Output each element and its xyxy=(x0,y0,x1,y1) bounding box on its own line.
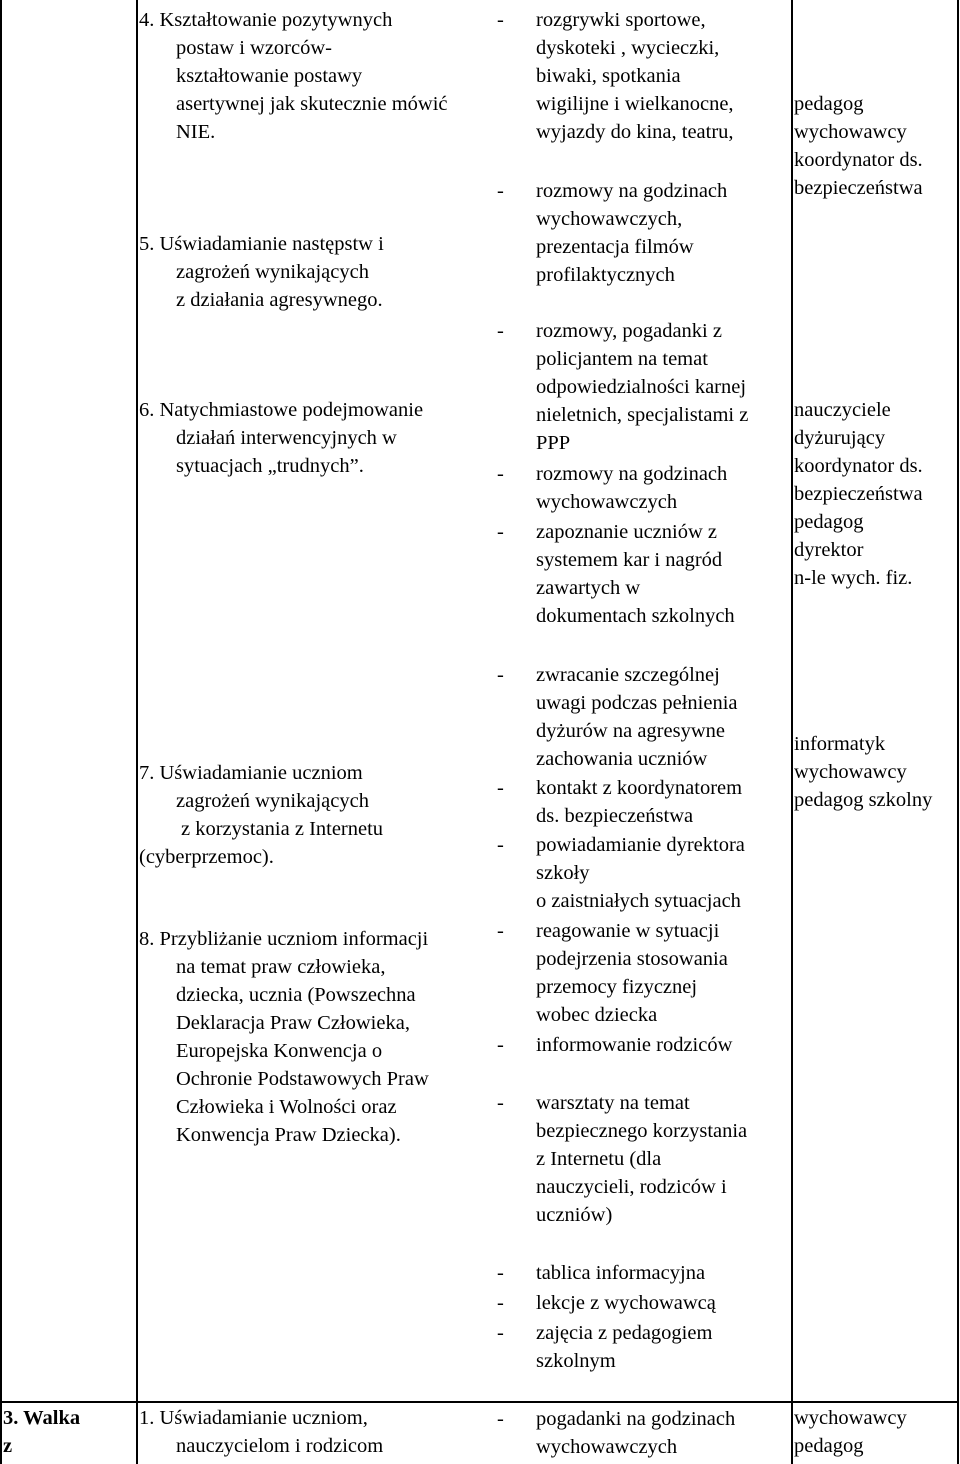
bullet-dash: - xyxy=(497,320,504,342)
bullet-dash: - xyxy=(497,521,504,543)
column-divider-1 xyxy=(136,0,138,1464)
activity-group: warsztaty na temat bezpiecznego korzystania z Internetu (dla nauczycieli, rodziców i uczniów) xyxy=(536,1092,748,1226)
responsible-list: pedagog wychowawcy koordynator ds. bezpieczeństwa xyxy=(794,93,923,199)
activity-group: zapoznanie uczniów z systemem kar i nagród zawartych w dokumentach szkolnych xyxy=(536,521,735,627)
objective-1: 1. Uświadamianie uczniom, nauczycielom i rodzicom xyxy=(139,1407,384,1457)
bullet-dash: - xyxy=(497,463,504,485)
objective-6: 6. Natychmiastowe podejmowanie działań interwencyjnych w sytuacjach „trudnych”. xyxy=(139,399,424,477)
activity-group: zajęcia z pedagogiem szkolnym xyxy=(536,1322,713,1372)
bullet-dash: - xyxy=(497,1262,504,1284)
bullet-dash: - xyxy=(497,920,504,942)
activity-group: tablica informacyjna xyxy=(536,1262,706,1284)
activity-group: kontakt z koordynatorem ds. bezpieczeństwa xyxy=(536,777,743,827)
bullet-dash: - xyxy=(497,777,504,799)
activity-group: rozmowy, pogadanki z policjantem na temat odpowiedzialności karnej nieletnich, specjalistami z PPP xyxy=(536,320,749,454)
responsible-list: wychowawcy pedagog xyxy=(794,1407,907,1457)
activity-group: zwracanie szczególnej uwagi podczas pełnienia dyżurów na agresywne zachowania uczniów xyxy=(536,664,738,770)
table-border-right xyxy=(957,0,959,1464)
row-divider xyxy=(0,1401,959,1403)
bullet-dash: - xyxy=(497,1034,504,1056)
objective-5: 5. Uświadamianie następstw i zagrożeń wynikających z działania agresywnego. xyxy=(139,233,384,311)
objective-4: 4. Kształtowanie pozytywnych postaw i wzorców- kształtowanie postawy asertywnej jak skutecznie mówić NIE. xyxy=(139,9,448,143)
responsible-list: informatyk wychowawcy pedagog szkolny xyxy=(794,733,933,811)
bullet-dash: - xyxy=(497,1322,504,1344)
bullet-dash: - xyxy=(497,664,504,686)
bullet-dash: - xyxy=(497,1408,504,1430)
objective-7: 7. Uświadamianie uczniom zagrożeń wynikających z korzystania z Internetu (cyberprzemoc). xyxy=(139,762,384,868)
activity-group: pogadanki na godzinach wychowawczych xyxy=(536,1408,736,1458)
table-border-left xyxy=(0,0,2,1464)
activity-group: reagowanie w sytuacji podejrzenia stosowania przemocy fizycznej wobec dziecka xyxy=(536,920,728,1026)
activity-group: rozgrywki sportowe, dyskoteki , wycieczki, biwaki, spotkania wigilijne i wielkanocne, wyjazdy do kina, teatru, xyxy=(536,9,734,143)
bullet-dash: - xyxy=(497,1292,504,1314)
bullet-dash: - xyxy=(497,9,504,31)
column-divider-2 xyxy=(791,0,793,1464)
activity-group: rozmowy na godzinach wychowawczych, prezentacja filmów profilaktycznych xyxy=(536,180,728,286)
activity-group: powiadamianie dyrektora szkoły o zaistniałych sytuacjach xyxy=(536,834,745,912)
bullet-dash: - xyxy=(497,834,504,856)
bullet-dash: - xyxy=(497,1092,504,1114)
section-label: 3. Walka z xyxy=(3,1407,81,1457)
bullet-dash: - xyxy=(497,180,504,202)
activity-group: rozmowy na godzinach wychowawczych xyxy=(536,463,728,513)
objective-8: 8. Przybliżanie uczniom informacji na temat praw człowieka, dziecka, ucznia (Powszechna Deklaracja Praw Człowieka, Europejska Konwencja o Ochronie Podstawowych Praw Człowieka i Wolności oraz Konwencja Praw Dziecka). xyxy=(139,928,429,1146)
activity-group: informowanie rodziców xyxy=(536,1034,733,1056)
activity-group: lekcje z wychowawcą xyxy=(536,1292,716,1314)
responsible-list: nauczyciele dyżurujący koordynator ds. bezpieczeństwa pedagog dyrektor n-le wych. fiz. xyxy=(794,399,923,589)
